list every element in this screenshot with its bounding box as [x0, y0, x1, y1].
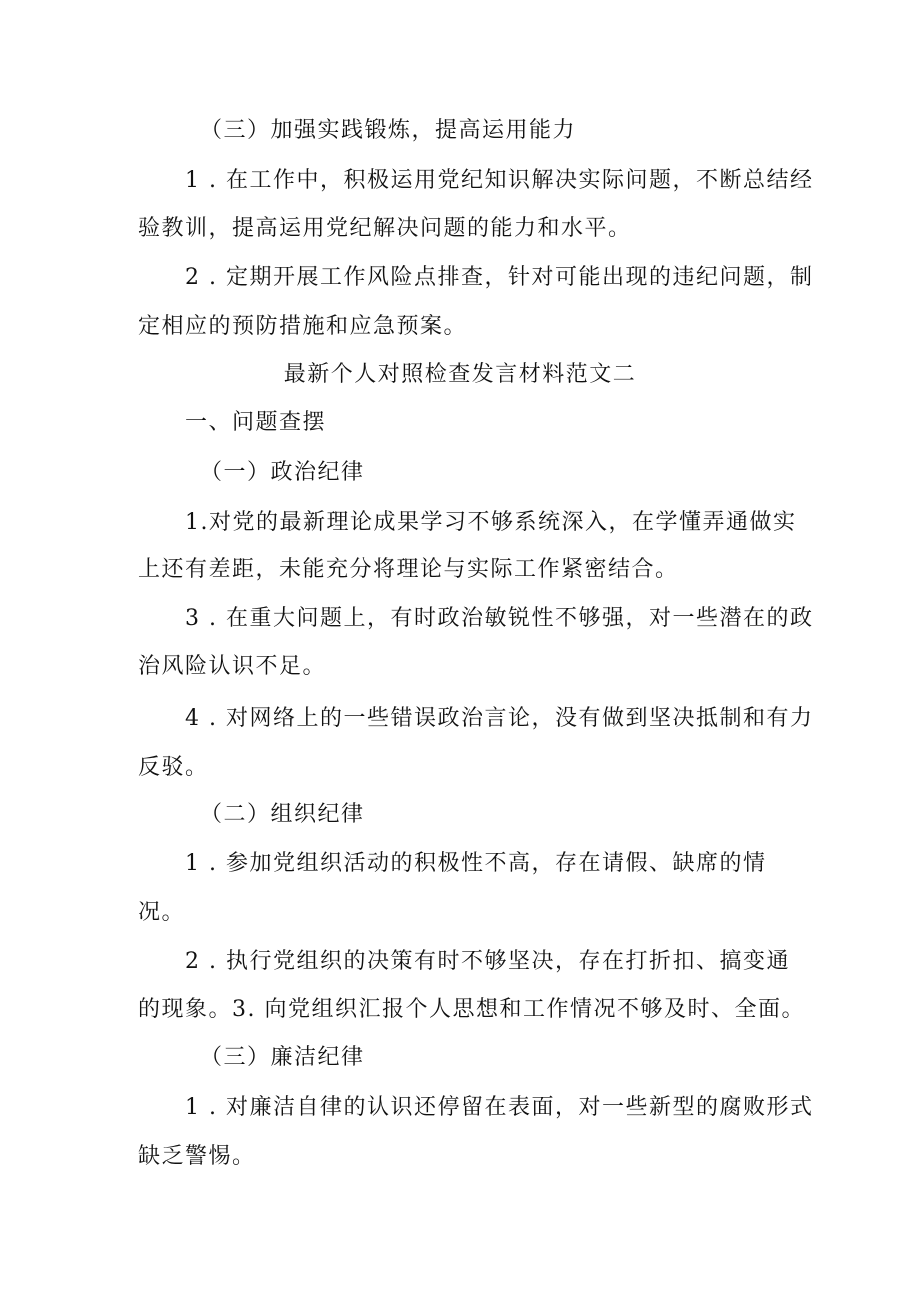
paragraph-line: 缺乏警惕。 — [138, 1144, 256, 1169]
subsection-heading: （三）廉洁纪律 — [200, 1045, 365, 1070]
paragraph-line: 1 . 参加党组织活动的积极性不高，存在请假、缺席的情 — [185, 851, 767, 876]
paragraph-line: 2 . 定期开展工作风险点排查，针对可能出现的违纪问题，制 — [185, 265, 814, 290]
paragraph-line: 1.对党的最新理论成果学习不够系统深入，在学懂弄通做实 — [185, 510, 797, 535]
document-title: 最新个人对照检查发言材料范文二 — [283, 362, 637, 387]
subsection-heading: （二）组织纪律 — [200, 802, 365, 827]
paragraph-line: 1 . 在工作中，积极运用党纪知识解决实际问题，不断总结经 — [185, 168, 814, 193]
section-heading: 一、问题查摆 — [185, 410, 327, 435]
subsection-heading: （一）政治纪律 — [200, 460, 365, 485]
paragraph-line: 治风险认识不足。 — [138, 654, 327, 679]
paragraph-line: 定相应的预防措施和应急预案。 — [138, 314, 468, 339]
paragraph-line: 上还有差距，未能充分将理论与实际工作紧密结合。 — [138, 557, 679, 582]
paragraph-line: 验教训，提高运用党纪解决问题的能力和水平。 — [138, 216, 632, 241]
paragraph-line: 的现象。3. 向党组织汇报个人思想和工作情况不够及时、全面。 — [138, 997, 805, 1022]
paragraph-line: 2 . 执行党组织的决策有时不够坚决，存在打折扣、搞变通 — [185, 949, 790, 974]
paragraph-line: 1 . 对廉洁自律的认识还停留在表面，对一些新型的腐败形式 — [185, 1095, 814, 1120]
section-heading: （三）加强实践锻炼，提高运用能力 — [200, 118, 577, 143]
paragraph-line: 3 . 在重大问题上，有时政治敏锐性不够强，对一些潜在的政 — [185, 606, 814, 631]
paragraph-line: 况。 — [138, 900, 186, 925]
paragraph-line: 4 . 对网络上的一些错误政治言论，没有做到坚决抵制和有力 — [185, 706, 814, 731]
paragraph-line: 反驳。 — [138, 755, 209, 780]
